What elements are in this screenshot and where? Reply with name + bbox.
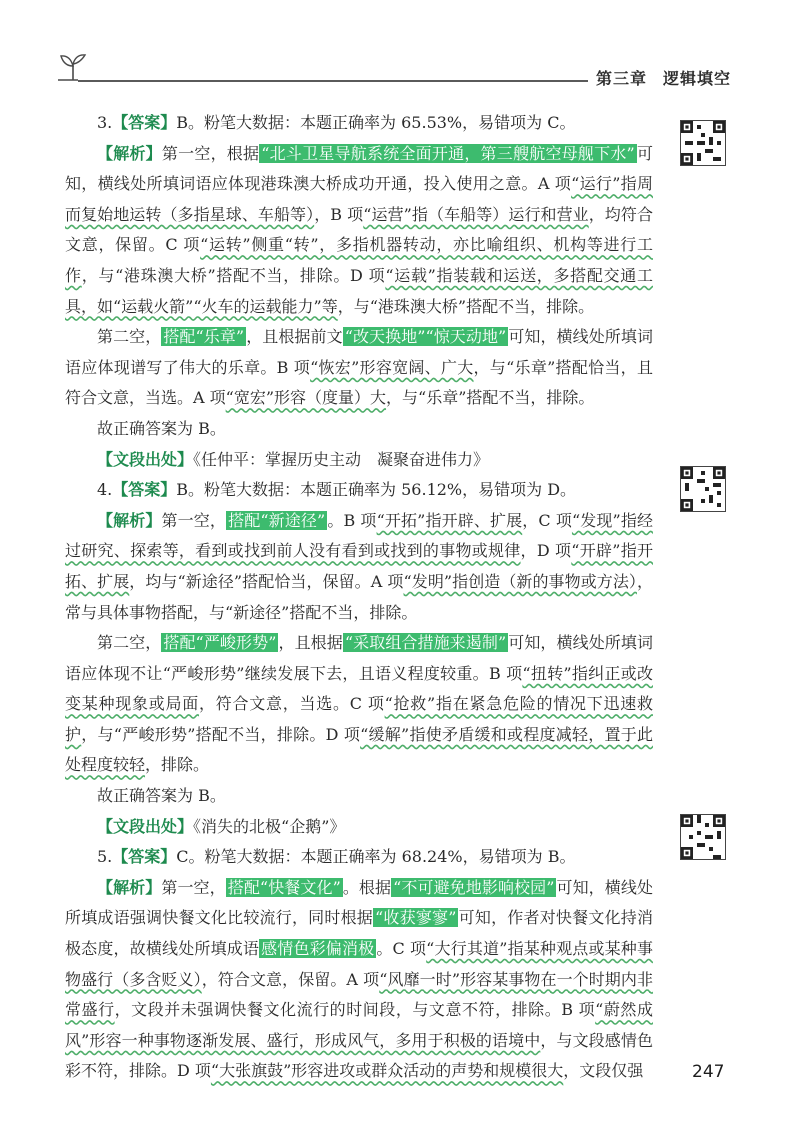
highlight: “北斗卫星导航系统全面开通，第三艘航空母舰下水”: [261, 143, 635, 163]
source-text: 《消失的北极“企鹅”》: [193, 816, 346, 836]
highlight: 搭配“新途径”: [228, 510, 326, 530]
chapter-title: 逻辑填空: [663, 69, 732, 88]
header-rule: [78, 80, 588, 82]
highlight: “不可避免地影响校园”: [393, 877, 555, 897]
text: ，且根据: [278, 633, 343, 653]
text: ，与“乐章”搭配恰当，且符合文意，当选。A 项: [65, 357, 653, 408]
text: ，与“乐章”搭配不当，排除。: [386, 388, 595, 408]
answer-label: 【答案】: [112, 113, 177, 132]
answer-text: B。粉笔大数据：本题正确率为 56.12%，易错项为 D。: [176, 480, 577, 500]
text: 。C 项: [376, 939, 427, 959]
text: ，C 项: [522, 510, 572, 530]
document-body: [65, 108, 653, 1087]
answer-label: 【答案】: [112, 847, 177, 867]
conclusion: 故正确答案为 B。: [97, 786, 226, 806]
underlined-text: “宽宏”形容（度量）大: [225, 388, 387, 408]
text: ，与“港珠澳大桥”搭配不当，排除。D 项: [81, 265, 386, 285]
underlined-text: “开辟”指开拓、扩展: [65, 541, 653, 591]
analysis-label: 【解析】: [97, 143, 162, 163]
underlined-text: “恢宏”形容宽阔、广大: [310, 357, 474, 377]
text: ，均符合文意，保留。C 项: [65, 204, 653, 255]
highlight: 搭配“快餐文化”: [227, 877, 341, 897]
underlined-text: “运载”指装载和运送，多搭配交通工具，如“运载火箭”“火车的运载能力”等: [65, 265, 653, 316]
underlined-text: “缓解”指使矛盾缓和或程度减轻，置于此处程度较轻: [65, 724, 653, 775]
underlined-text: “扭转”指纠正或改变某种现象或局面: [65, 663, 653, 714]
highlight: 感情色彩偏消极: [261, 939, 375, 959]
conclusion: 故正确答案为 B。: [97, 418, 226, 438]
text: 第一空，: [161, 510, 227, 530]
question-number: 3.: [97, 113, 113, 132]
text: 。B 项: [327, 510, 377, 530]
underlined-text: “运行”指周而复始地运转（多指星球、车船等）: [65, 174, 653, 224]
text: ，符合文意，保留。A 项: [201, 969, 380, 989]
text: 可知，横线处所填词语应体现港珠澳大桥成功开通，投入使用之意。A 项: [65, 143, 653, 194]
highlight: “改天换地”“惊天动地”: [344, 327, 507, 347]
text: 第一空，根据: [161, 143, 260, 163]
analysis-paragraph: [65, 628, 653, 781]
analysis-label: 【解析】: [97, 510, 162, 530]
text: ，常与具体事物搭配，与“新途径”搭配不当，排除。: [65, 571, 653, 622]
underlined-text: “风靡一时”形容某事物在一个时期内非常盛行: [65, 969, 653, 1020]
underlined-text: “发明”指创造（新的事物或方法）: [403, 571, 637, 591]
text: ，D 项: [520, 541, 572, 561]
highlight: “收获寥寥”: [375, 908, 457, 928]
text: ，B 项: [314, 204, 364, 224]
chapter-heading: [596, 66, 731, 89]
text: 可知，横线处所填成语强调快餐文化比较流行，同时根据: [65, 877, 653, 928]
text: 第二空，: [97, 633, 162, 653]
text: ，与“严峻形势”搭配不当，排除。D 项: [81, 724, 361, 744]
analysis-label: 【解析】: [97, 877, 162, 897]
text: 可知，作者对快餐文化持消极态度，故横线处所填成语: [65, 908, 653, 959]
question-number: 5.: [97, 847, 113, 867]
answer-label: 【答案】: [112, 480, 177, 500]
source-label: 【文段出处】: [97, 449, 194, 469]
answer-line: [65, 108, 653, 139]
text: ，且根据前文: [246, 327, 343, 347]
analysis-paragraph: [65, 506, 653, 628]
text: ，文段仅强: [563, 1061, 644, 1081]
highlight: 搭配“严峻形势”: [163, 633, 277, 653]
underlined-text: “发现”指经过研究、探索等，看到或找到前人没有看到或找到的事物或规律: [65, 510, 653, 561]
analysis-paragraph: [65, 322, 653, 414]
text: ，与文段感情色彩不符，排除。D 项: [65, 1030, 653, 1081]
text: 可知，横线处所填词语应体现不让“严峻形势”继续发展下去，且语义程度较重。B 项: [65, 633, 653, 683]
qr-code-icon[interactable]: [680, 466, 726, 512]
underlined-text: “开拓”指开辟、扩展: [376, 510, 523, 530]
highlight: 搭配“乐章”: [163, 327, 245, 347]
underlined-text: “运营”指（车船等）运行和营业: [363, 204, 589, 224]
question-number: 4.: [97, 480, 113, 500]
text: ，排除。: [145, 755, 210, 775]
chapter-number: 第三章: [596, 69, 648, 88]
text: ，均与“新途径”搭配恰当，保留。A 项: [129, 571, 404, 591]
highlight: “采取组合措施来遏制”: [344, 633, 507, 653]
page-number: 247: [692, 1062, 725, 1082]
underlined-text: “大张旗鼓”形容进攻或群众活动的声势和规模很大: [210, 1061, 564, 1081]
answer-text: C。粉笔大数据：本题正确率为 68.24%，易错项为 B。: [176, 847, 576, 867]
underlined-text: “抢救”指在紧急危险的情况下迅速救护: [65, 694, 653, 744]
answer-line: [65, 842, 653, 873]
source-line: [65, 812, 653, 843]
text: 。根据: [342, 877, 392, 897]
answer-text: B。粉笔大数据：本题正确率为 65.53%，易错项为 C。: [176, 113, 576, 132]
analysis-paragraph: [65, 139, 653, 323]
underlined-text: “蔚然成风”形容一种事物逐渐发展、盛行，形成风气，多用于积极的语境中: [65, 1000, 653, 1050]
analysis-paragraph: [65, 873, 653, 1087]
underlined-text: “运转”侧重“转”，多指机器转动，亦比喻组织、机构等进行工作: [65, 235, 653, 285]
qr-code-icon[interactable]: [680, 814, 726, 860]
source-text: 《任仲平：掌握历史主动 凝聚奋进伟力》: [193, 449, 490, 469]
text: 第二空，: [97, 327, 162, 347]
text: 可知，横线处所填词语应体现谱写了伟大的乐章。B 项: [65, 327, 653, 377]
text: ，符合文意，当选。C 项: [199, 694, 385, 714]
underlined-text: “大行其道”指某种观点或某种事物盛行（多含贬义）: [65, 939, 653, 989]
qr-code-icon[interactable]: [680, 120, 726, 166]
text: 第一空，: [161, 877, 226, 897]
leaf-icon: [56, 50, 90, 84]
source-label: 【文段出处】: [97, 816, 194, 836]
text: ，文段并未强调快餐文化流行的时间段，与文意不符，排除。B 项: [114, 1000, 596, 1020]
answer-line: [65, 475, 653, 506]
source-line: [65, 445, 653, 476]
page-header: [0, 0, 800, 100]
text: ，与“港珠澳大桥”搭配不当，排除。: [337, 296, 595, 316]
